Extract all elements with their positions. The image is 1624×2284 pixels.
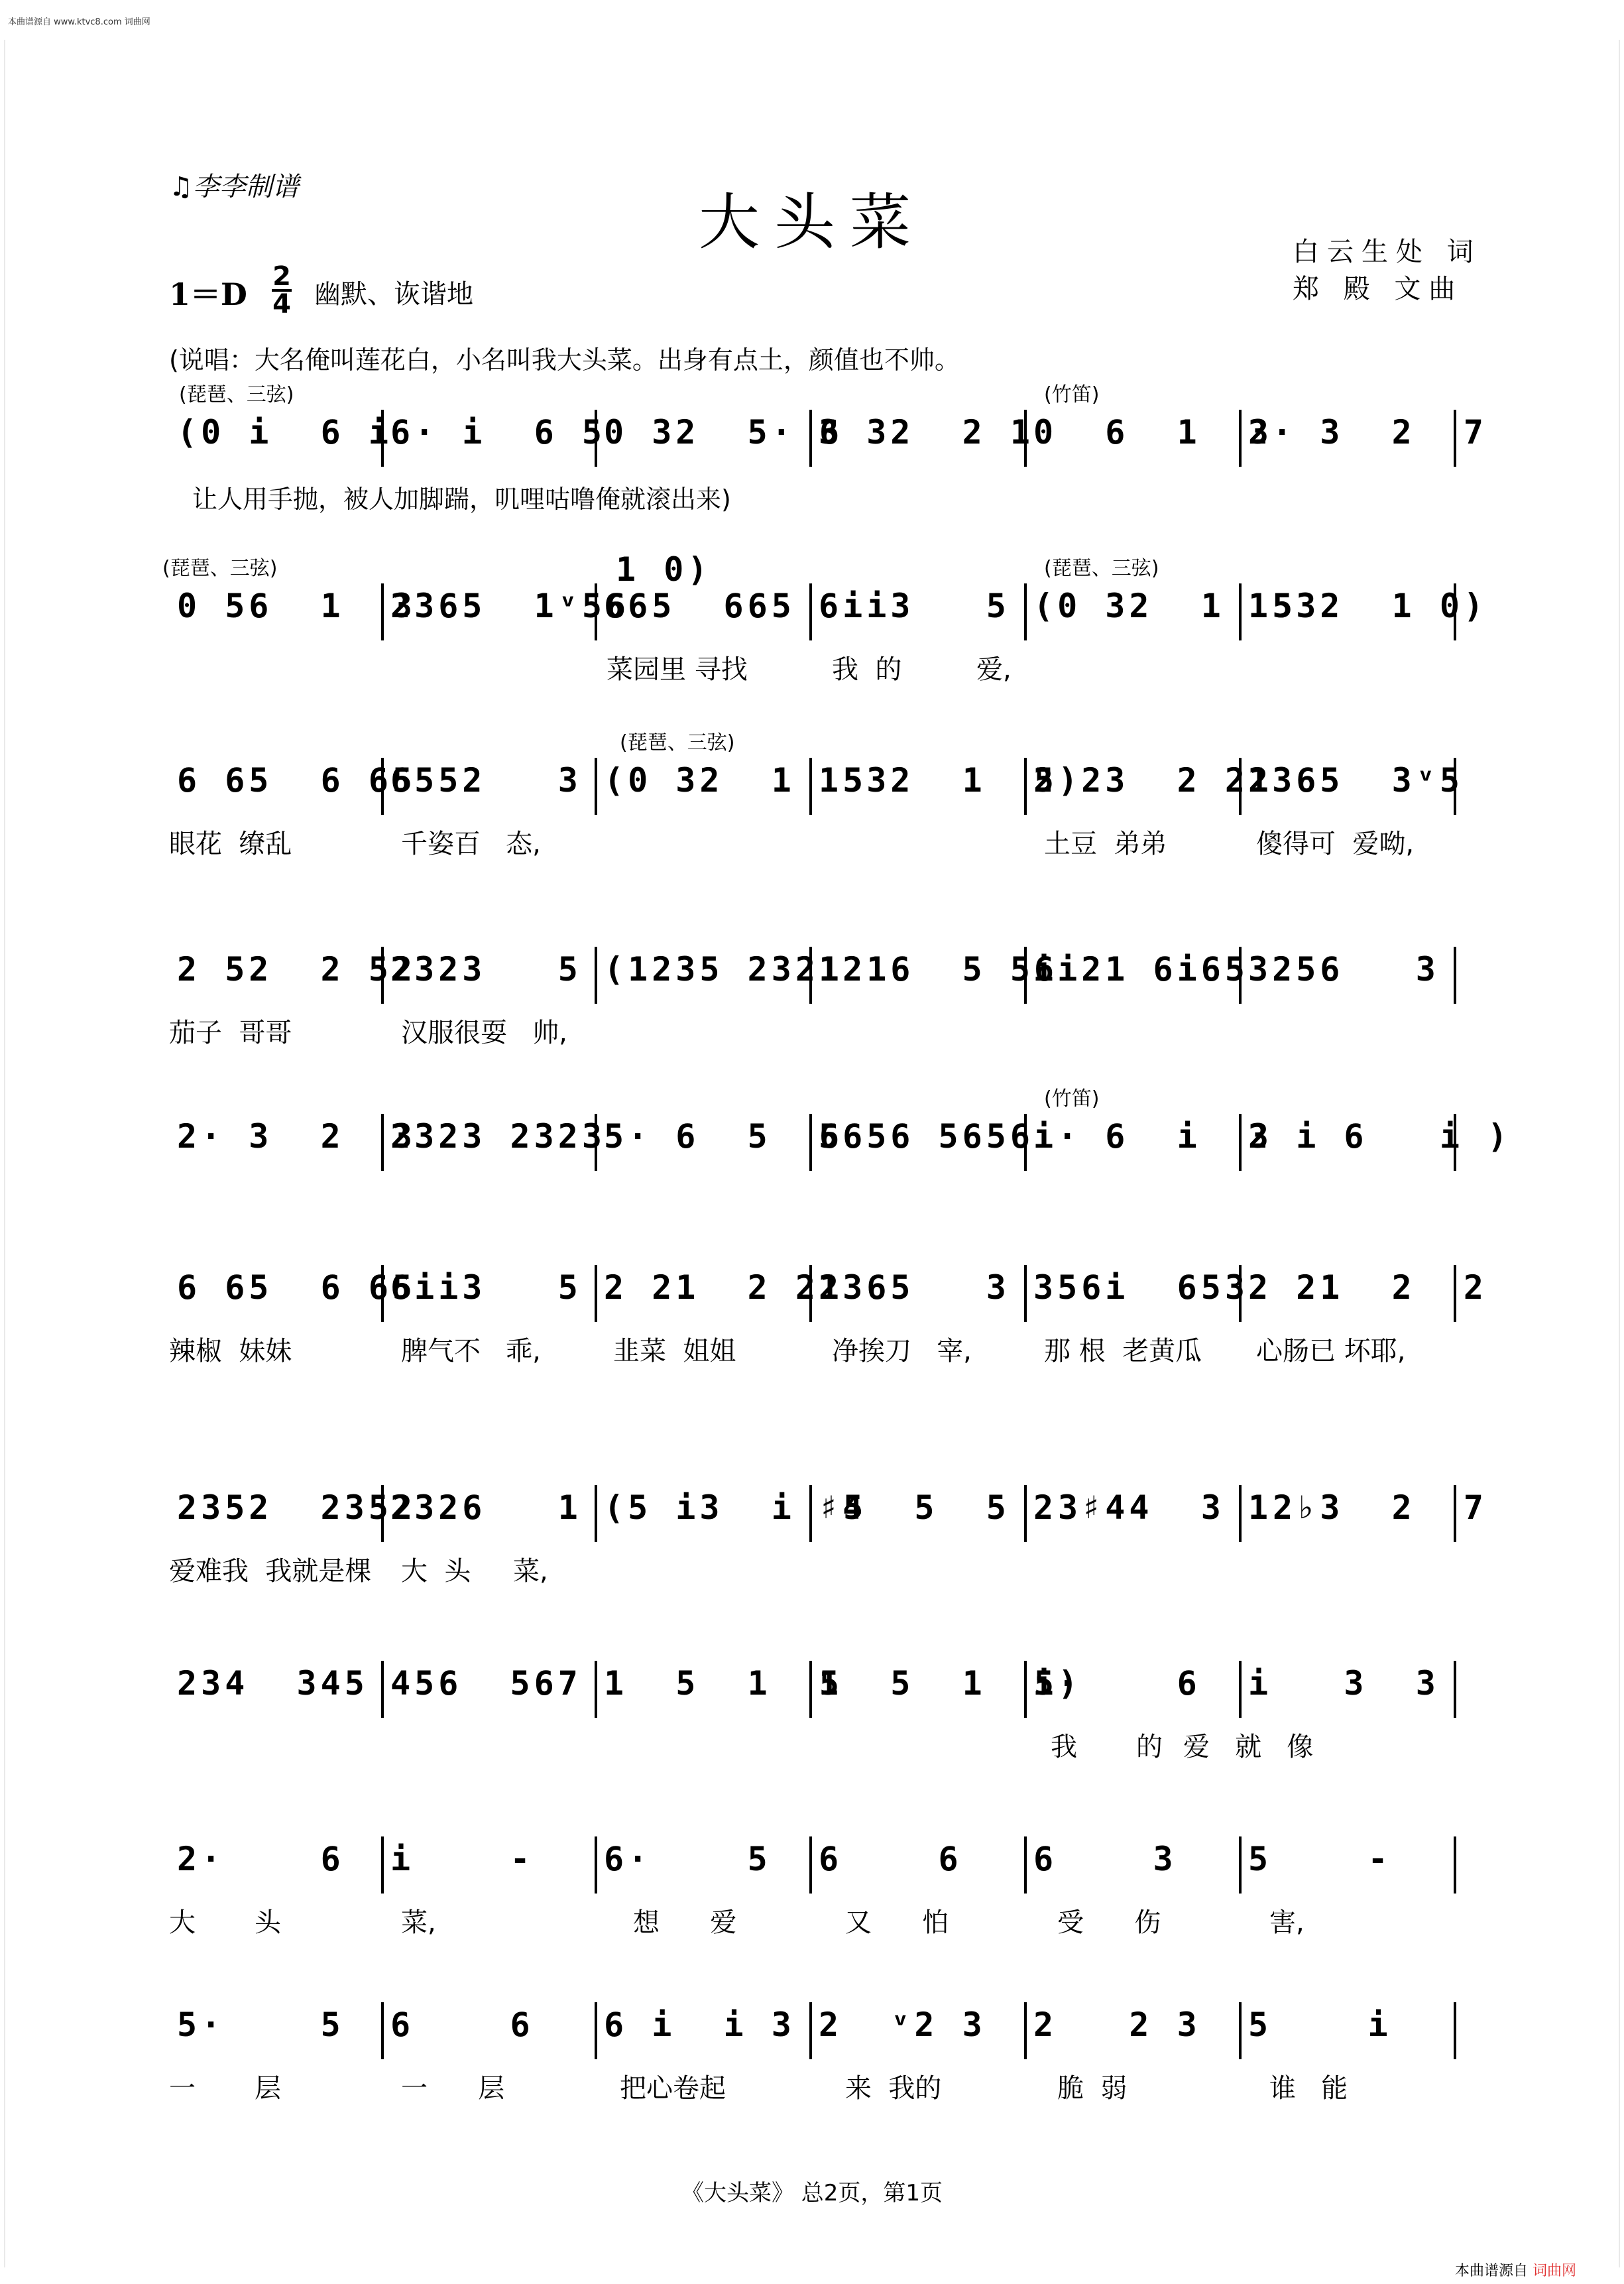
lyric-text: 谁 能 — [1269, 2073, 1348, 2104]
measure-notes: (0 i 6 i — [177, 413, 392, 451]
lyric-text: 我 的 — [832, 654, 902, 685]
lyric-text: 净挨刀 宰, — [832, 1336, 972, 1366]
measure-notes: 5· 6 5 6 — [604, 1117, 844, 1156]
measure-notes: 6· 5 — [604, 1840, 772, 1878]
instrument-label: (琵琶、三弦) — [620, 731, 735, 754]
lyric-text: 菜, — [401, 1907, 436, 1938]
lyric-text: 受 伤 — [1057, 1907, 1161, 1938]
measure-notes: 2· 3 2 7 — [1248, 413, 1488, 451]
measure-notes: 2 2 3 — [1033, 2006, 1201, 2044]
lyric-text: 大 头 菜, — [401, 1556, 548, 1587]
lyric-text: 一 层 — [169, 2073, 282, 2104]
measure-notes: i· 6 i 3 — [1033, 1117, 1273, 1156]
measure-notes: 1 5 1 5) — [819, 1664, 1082, 1703]
bar-line — [595, 1265, 597, 1322]
measure-notes: 1532 1 5) — [819, 761, 1082, 800]
tempo-marking: 幽默、诙谐地 — [314, 279, 473, 310]
left-margin-strip — [4, 40, 5, 2267]
measure-notes: 1 5 1 5 — [604, 1664, 844, 1703]
bar-line — [595, 1836, 597, 1893]
measure-notes: 2· 3 2 3 — [177, 1117, 417, 1156]
source-header: 本曲谱源自 www.ktvc8.com 词曲网 — [8, 17, 150, 27]
measure-notes: 2 ♯44 3 2 — [1033, 1488, 1297, 1527]
time-signature-top: 2 — [272, 261, 291, 292]
bar-line — [809, 1836, 812, 1893]
instrument-label: (竹笛) — [1044, 383, 1100, 406]
maker-credit: ♫李李制谱 — [169, 172, 299, 202]
measure-notes: 356i 653 — [1033, 1268, 1249, 1307]
measure-notes: 2352 2352 — [177, 1488, 417, 1527]
lyric-text: 那 根 老黄瓜 — [1044, 1336, 1202, 1366]
bar-line — [595, 947, 597, 1004]
bar-line — [1024, 1265, 1027, 1322]
page-footer: 《大头菜》 总2页，第1页 — [681, 2180, 943, 2206]
measure-notes: 6 6 — [390, 2006, 534, 2044]
measure-notes: 0 56 1 3 — [177, 587, 417, 625]
measure-notes: (5 i3 i 5 — [604, 1488, 868, 1527]
measure-notes: 2 52 2 52 — [177, 950, 417, 989]
bar-line — [595, 758, 597, 815]
instrument-label: (竹笛) — [1044, 1087, 1100, 1111]
lyric-text: 爱难我 我就是棵 — [169, 1556, 372, 1587]
measure-notes: 665 665 — [604, 587, 795, 625]
measure-notes: 6 65 6 65 — [177, 1268, 417, 1307]
measure-notes: i 3 3 — [1248, 1664, 1440, 1703]
lyric-text: 想 爱 — [633, 1907, 737, 1938]
bar-line — [595, 2002, 597, 2059]
measure-notes: 2326 1 — [390, 1488, 582, 1527]
measure-notes: 2· 6 — [177, 1840, 345, 1878]
bar-line — [381, 1836, 384, 1893]
bar-line — [1454, 1836, 1456, 1893]
measure-notes: 1532 1 0) — [1248, 587, 1488, 625]
lyric-text: 把心卷起 — [620, 2073, 726, 2104]
measure-notes: (0 32 1 5 — [1033, 587, 1297, 625]
instrument-label: (琵琶、三弦) — [179, 383, 294, 406]
narration-line-2: 让人用手抛，被人加脚踹，叽哩咕噜俺就滚出来) — [192, 485, 731, 514]
measure-notes: 6ii3 5 — [819, 587, 1010, 625]
measure-notes: 1 ♭3 2 7 — [1248, 1488, 1488, 1527]
lyric-text: 大 头 — [169, 1907, 282, 1938]
lyric-text: 脆 弱 — [1057, 2073, 1128, 2104]
measure-notes: i - — [390, 1840, 534, 1878]
instrument-label: (琵琶、三弦) — [1044, 557, 1159, 580]
measure-notes: 5656 5656 — [819, 1117, 1034, 1156]
bar-line — [1454, 947, 1456, 1004]
credits — [1293, 233, 1481, 308]
lyric-text: 土豆 弟弟 — [1044, 829, 1167, 859]
measure-notes: 6 65 6 65 — [177, 761, 417, 800]
lyric-text: 又 怕 — [845, 1907, 949, 1938]
time-signature — [272, 261, 292, 320]
bar-line — [1024, 2002, 1027, 2059]
measure-notes: ii21 6i65 — [1033, 950, 1249, 989]
bar-line — [1239, 1661, 1242, 1718]
measure-notes: 234 345 — [177, 1664, 369, 1703]
lyric-text: 菜园里 寻找 — [607, 654, 748, 685]
bar-line — [1239, 1836, 1242, 1893]
composer-credit: 郑 殿 文曲 — [1293, 274, 1464, 304]
lyric-text: 茄子 哥哥 — [169, 1018, 292, 1048]
measure-notes: 456 567 — [390, 1664, 582, 1703]
lyric-text: 害, — [1269, 1907, 1305, 1938]
measure-notes: 2 21 2 21 — [604, 1268, 844, 1307]
measure-notes: 2365 3ᵛ5 — [1248, 761, 1464, 800]
bar-line — [1454, 2002, 1456, 2059]
lyric-text: 爱 就 像 — [1183, 1732, 1314, 1762]
lyric-text: 韭菜 姐姐 — [613, 1336, 736, 1366]
bottom-source-site: 词曲网 — [1533, 2263, 1577, 2279]
bottom-source-prefix: 本曲谱源自 — [1455, 2263, 1529, 2279]
measure-notes: 6· i 6 5 — [390, 413, 606, 451]
measure-notes: 6ii3 5 — [390, 1268, 582, 1307]
lyric-text: 千姿百 态, — [401, 829, 541, 859]
lyric-text: 傻得可 爱呦, — [1256, 829, 1415, 859]
measure-notes: 2365 3 — [819, 1268, 1010, 1307]
measure-notes: 2 i 6 i ) — [1248, 1117, 1512, 1156]
lyric-text: 来 我的 — [845, 2073, 942, 2104]
bar-line — [595, 1661, 597, 1718]
bottom-source — [1455, 2259, 1576, 2280]
measure-notes: 6 i i 3 — [604, 2006, 795, 2044]
bar-line — [1024, 583, 1027, 640]
volta-ending: 1 0) — [616, 550, 712, 589]
lyric-text: 爱, — [976, 654, 1012, 685]
bar-line — [809, 583, 812, 640]
measure-notes: 6552 3 — [390, 761, 582, 800]
measure-notes: 2 21 2 2 — [1248, 1268, 1488, 1307]
measure-notes: (0 32 1 5 — [604, 761, 868, 800]
measure-notes: 5 i — [1248, 2006, 1392, 2044]
bar-line — [1454, 1661, 1456, 1718]
bar-line — [381, 2002, 384, 2059]
bar-line — [595, 1485, 597, 1542]
lyric-text: 辣椒 妹妹 — [169, 1336, 292, 1366]
lyricist-credit: 白云生处 词 — [1293, 237, 1481, 267]
measure-notes: 2323 2323 — [390, 1117, 606, 1156]
measure-notes: 3256 3 — [1248, 950, 1440, 989]
instrument-label: (琵琶、三弦) — [162, 557, 278, 580]
measure-notes: 1216 5 56 — [819, 950, 1059, 989]
key-signature: 1＝D — [169, 276, 247, 312]
measure-notes: 2323 5 — [390, 950, 582, 989]
measure-notes: 5· 5 — [177, 2006, 345, 2044]
measure-notes: 0 32 5· 6 — [604, 413, 844, 451]
lyric-text: 脾气不 乖, — [401, 1336, 541, 1366]
measure-notes: ♯4 5 5 3 — [819, 1488, 1082, 1527]
measure-notes: (1235 2321 — [604, 950, 844, 989]
lyric-text: 汉服很耍 帅, — [401, 1018, 567, 1048]
measure-notes: 2 23 2 21 — [1033, 761, 1273, 800]
measure-notes: 6 6 — [819, 1840, 962, 1878]
measure-notes: 3 32 2 1 — [819, 413, 1034, 451]
bar-line — [1239, 2002, 1242, 2059]
measure-notes: 2 ᵛ2 3 — [819, 2006, 986, 2044]
measure-notes: 6 3 — [1033, 1840, 1177, 1878]
measure-notes: 5 - — [1248, 1840, 1392, 1878]
time-signature-bottom: 4 — [272, 289, 291, 320]
measure-notes: 2365 1ᵛ56 — [390, 587, 630, 625]
right-margin-strip — [1619, 40, 1620, 2267]
measure-notes: 0 6 1 3 — [1033, 413, 1273, 451]
measure-notes: i· 6 — [1033, 1664, 1201, 1703]
bar-line — [1024, 1836, 1027, 1893]
lyric-text: 眼花 缭乱 — [169, 829, 292, 859]
bar-line — [809, 2002, 812, 2059]
lyric-text: 心肠已 坏耶, — [1256, 1336, 1406, 1366]
narration-line-1: (说唱：大名俺叫莲花白，小名叫我大头菜。出身有点土，颜值也不帅。 — [169, 345, 960, 375]
lyric-text: 我 的 — [1051, 1732, 1163, 1762]
page-title: 大头菜 — [698, 187, 925, 258]
bar-line — [381, 1661, 384, 1718]
lyric-text: 一 层 — [401, 2073, 505, 2104]
